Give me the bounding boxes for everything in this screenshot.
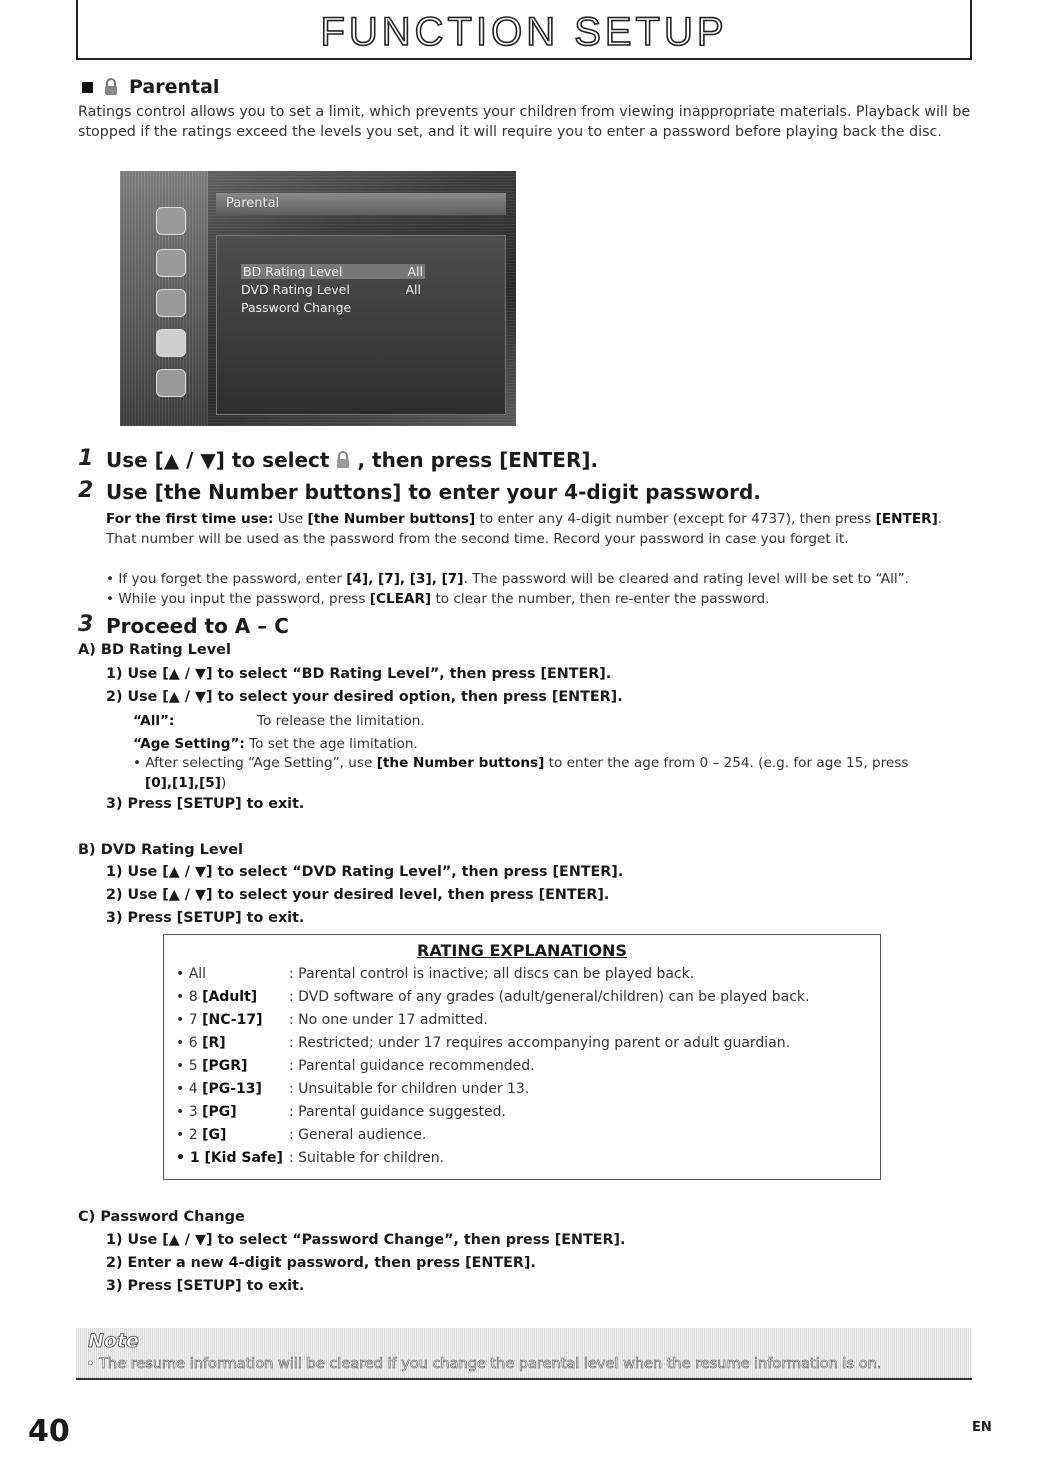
note-box [76, 1328, 972, 1380]
rating-explanations-title: RATING EXPLANATIONS [417, 941, 627, 960]
rating-desc: : Unsuitable for children under 13. [289, 1081, 530, 1097]
section-title [82, 76, 219, 98]
screen-display-icon [156, 249, 186, 277]
rating-desc: : Restricted; under 17 requires accompanying parent or adult guardian. [289, 1035, 791, 1051]
first-use-text: . That number will be used as the password from the second time. Record your password in case you forget it. [106, 511, 943, 547]
part-c-step-3: 3) Press [SETUP] to exit. [106, 1278, 305, 1294]
bullet-text: to clear the number, then re-enter the password. [431, 591, 770, 607]
part-c-heading: C) Password Change [78, 1209, 245, 1225]
screen-audio-icon [156, 289, 186, 317]
screen-item-value: All [407, 264, 423, 279]
screen-sidebar [120, 171, 208, 426]
part-c-step-1: 1) Use [▲ / ▼] to select “Password Change”, then press [ENTER]. [106, 1232, 626, 1248]
clear-key: [CLEAR] [369, 591, 432, 607]
screen-menu-item-bd [241, 264, 425, 279]
option-age-desc: To set the age limitation. [244, 736, 418, 752]
step-2: Use [the Number buttons] to enter your 4-digit password. [106, 480, 761, 504]
language-label: EN [972, 1420, 992, 1435]
rating-row [176, 1150, 444, 1166]
page-header-title: FUNCTION SETUP [320, 10, 728, 54]
age-keys: [0],[1],[5] [145, 775, 221, 791]
step-1-text-a: Use [▲ / ▼] to select [106, 448, 330, 472]
step-2-first-use [106, 509, 966, 549]
step-1-text-b: , then press [ENTER]. [357, 448, 599, 472]
part-c-step-2: 2) Enter a new 4-digit password, then press [ENTER]. [106, 1255, 536, 1271]
rating-row [176, 1012, 488, 1028]
rating-tag: [NC-17] [202, 1012, 263, 1028]
part-a-step-2: 2) Use [▲ / ▼] to select your desired option, then press [ENTER]. [106, 689, 623, 705]
first-use-text: to enter any 4-digit number (except for 4737), then press [475, 511, 876, 527]
enter-key: [ENTER] [875, 511, 938, 527]
bullet-square-icon [82, 82, 93, 93]
first-use-text: Use [273, 511, 308, 527]
screen-item-value: All [405, 282, 421, 297]
rating-desc: : Suitable for children. [289, 1150, 445, 1166]
bullet-text: . The password will be cleared and rating level will be set to “All”. [463, 571, 910, 587]
option-all-key: “All”: [133, 713, 175, 729]
rating-row [176, 1081, 529, 1097]
rating-tag: [PG-13] [202, 1081, 262, 1097]
bullet-text: • If you forget the password, enter [106, 571, 347, 587]
number-buttons-key: [the Number buttons] [307, 511, 476, 527]
step-2-bullet-clear [106, 589, 976, 609]
note-title: Note [88, 1330, 139, 1352]
age-note-text: • After selecting “Age Setting”, use [133, 755, 377, 771]
rating-number: • All [176, 966, 207, 982]
screen-item-label: BD Rating Level [243, 264, 343, 279]
screen-disc-icon [156, 207, 186, 235]
part-b-step-1: 1) Use [▲ / ▼] to select “DVD Rating Level”, then press [ENTER]. [106, 864, 624, 880]
rating-row [176, 1035, 790, 1051]
first-use-label: For the first time use: [106, 511, 274, 527]
rating-desc: : No one under 17 admitted. [289, 1012, 488, 1028]
reset-keys: [4], [7], [3], [7] [346, 571, 464, 587]
rating-tag: [Kid Safe] [204, 1150, 283, 1166]
part-b-step-2: 2) Use [▲ / ▼] to select your desired level, then press [ENTER]. [106, 887, 610, 903]
screen-title: Parental [216, 193, 506, 215]
rating-number: • 1 [176, 1150, 205, 1166]
rating-explanations-box [163, 934, 881, 1180]
note-text: • The resume information will be cleared if you change the parental level when the resume information is on. [86, 1356, 882, 1372]
part-a-step-1: 1) Use [▲ / ▼] to select “BD Rating Level”, then press [ENTER]. [106, 666, 612, 682]
rating-tag: [R] [202, 1035, 226, 1051]
option-all [133, 711, 425, 731]
rating-desc: : General audience. [289, 1127, 427, 1143]
part-b-step-3: 3) Press [SETUP] to exit. [106, 910, 305, 926]
option-all-desc: To release the limitation. [257, 713, 425, 729]
rating-row [176, 1127, 426, 1143]
screen-item-label: Password Change [241, 300, 352, 315]
rating-tag: [G] [202, 1127, 227, 1143]
rating-number: • 3 [176, 1104, 203, 1120]
rating-number: • 4 [176, 1081, 203, 1097]
intro-paragraph: Ratings control allows you to set a limit, which prevents your children from viewing inappropriate materials. Playback will be stopped if the ratings exceed the levels you set, and it will require you to enter a password before playing back the disc. [78, 104, 971, 140]
step-1 [106, 448, 598, 472]
rating-row [176, 989, 809, 1005]
screen-lock-icon [156, 329, 186, 357]
header-box [76, 0, 972, 60]
screen-menu-panel [216, 235, 506, 415]
rating-number: • 8 [176, 989, 203, 1005]
rating-number: • 7 [176, 1012, 203, 1028]
rating-desc: : Parental guidance recommended. [289, 1058, 535, 1074]
rating-tag: [PG] [202, 1104, 237, 1120]
step-3: Proceed to A – C [106, 614, 289, 638]
screen-menu-item-dvd [241, 282, 421, 297]
part-b-heading: B) DVD Rating Level [78, 842, 244, 858]
lock-icon [103, 78, 119, 96]
age-note [133, 753, 973, 793]
rating-row [176, 1058, 535, 1074]
lock-icon [335, 451, 351, 469]
section-title-label: Parental [129, 76, 220, 98]
rating-tag: [PGR] [202, 1058, 248, 1074]
rating-row [176, 1104, 506, 1120]
page-number: 40 [28, 1414, 70, 1449]
number-buttons-key: [the Number buttons] [376, 755, 545, 771]
screen-gear-icon [156, 369, 186, 397]
bullet-text: • While you input the password, press [106, 591, 370, 607]
part-a-step-3: 3) Press [SETUP] to exit. [106, 796, 305, 812]
rating-desc: : DVD software of any grades (adult/general/children) can be played back. [289, 989, 810, 1005]
rating-number: • 6 [176, 1035, 203, 1051]
rating-desc: : Parental control is inactive; all discs can be played back. [289, 966, 695, 982]
screen-menu-item-password [241, 300, 421, 315]
age-note-text: ) [220, 775, 227, 791]
option-age-key: “Age Setting”: [133, 736, 245, 752]
rating-number: • 2 [176, 1127, 203, 1143]
age-note-text: to enter the age from 0 – 254. (e.g. for age 15, press [544, 755, 909, 771]
screen-item-label: DVD Rating Level [241, 282, 350, 297]
rating-desc: : Parental guidance suggested. [289, 1104, 506, 1120]
rating-number: • 5 [176, 1058, 203, 1074]
part-a-heading: A) BD Rating Level [78, 642, 231, 658]
step-3-number: 3 [78, 612, 94, 637]
option-age [133, 734, 418, 754]
rating-row [176, 966, 694, 982]
menu-screenshot [120, 171, 516, 426]
rating-tag: [Adult] [202, 989, 258, 1005]
step-2-bullet-forget [106, 569, 976, 589]
step-2-number: 2 [78, 478, 94, 503]
step-1-number: 1 [78, 446, 94, 471]
